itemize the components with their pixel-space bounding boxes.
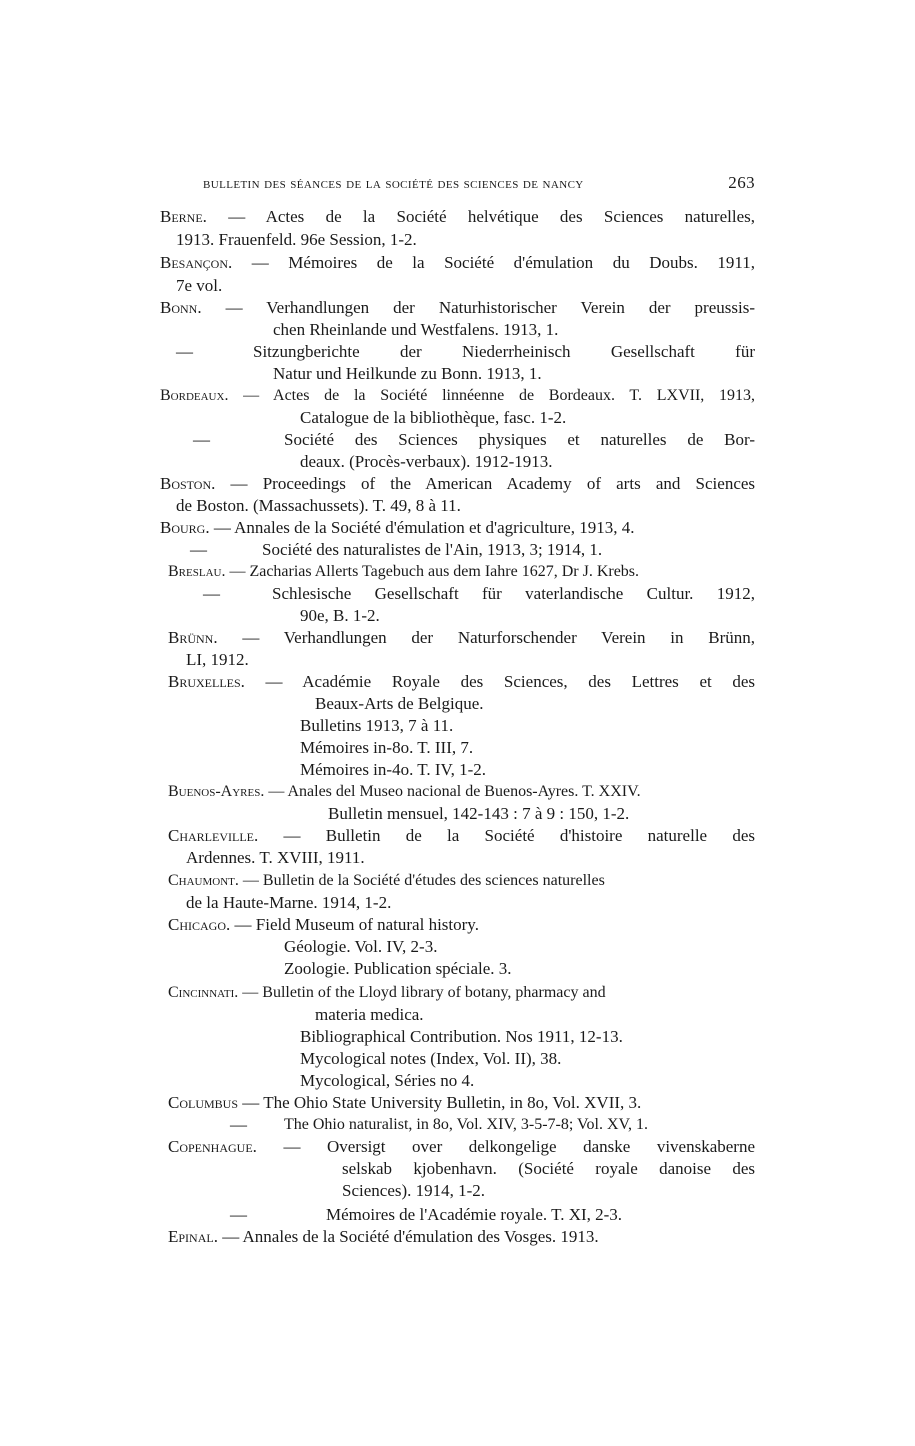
- entry-line: Bulletins 1913, 7 à 11.: [300, 716, 454, 735]
- entry-line: The Ohio naturalist, in 8o, Vol. XIV, 3-5-7-8; Vol. XV, 1.: [284, 1116, 649, 1133]
- entry-line: Mémoires de l'Académie royale. T. XI, 2-3.: [326, 1205, 623, 1224]
- entry-line: Ardennes. T. XVIII, 1911.: [186, 848, 365, 867]
- entry-line: Géologie. Vol. IV, 2-3.: [284, 937, 438, 956]
- entry-line: selskab kjobenhavn. (Société royale danoise des: [342, 1159, 755, 1178]
- entry-line: Schlesische Gesellschaft für vaterlandische Cultur. 1912,: [272, 584, 755, 603]
- entry-line: 7e vol.: [176, 276, 223, 295]
- entry-line: Sitzungberichte der Niederrheinisch Gesellschaft für: [253, 342, 755, 361]
- entry-line: Copenhague. — Oversigt over delkongelige danske vivenskaberne: [168, 1137, 756, 1156]
- entry-line: Breslau. — Zacharias Allerts Tagebuch aus dem Iahre 1627, Dr J. Krebs.: [168, 563, 640, 580]
- header-title: bulletin des séances de la société des sciences de nancy: [203, 176, 584, 192]
- entry-line: Bibliographical Contribution. Nos 1911, 12-13.: [300, 1027, 623, 1046]
- entry-line: Besançon. — Mémoires de la Société d'émulation du Doubs. 1911,: [160, 253, 755, 272]
- entry-line: Bruxelles. — Académie Royale des Sciences, des Lettres et des: [168, 672, 756, 691]
- entry-line: 1913. Frauenfeld. 96e Session, 1-2.: [176, 230, 417, 249]
- entry-line: Mycological notes (Index, Vol. II), 38.: [300, 1049, 562, 1068]
- entry-line: Charleville. — Bulletin de la Société d'histoire naturelle des: [168, 826, 755, 845]
- entry-line: Chaumont. — Bulletin de la Société d'études des sciences naturelles: [168, 872, 605, 889]
- entry-line: LI, 1912.: [186, 650, 249, 669]
- entry-line: Zoologie. Publication spéciale. 3.: [284, 959, 512, 978]
- running-header: [203, 173, 755, 193]
- entry-line: —: [203, 584, 220, 603]
- entry-line: Mémoires in-8o. T. III, 7.: [300, 738, 474, 757]
- entry-line: Chicago. — Field Museum of natural history.: [168, 915, 479, 934]
- entry-line: Beaux-Arts de Belgique.: [315, 694, 484, 713]
- entry-line: Bordeaux. — Actes de la Société linnéenne de Bordeaux. T. LXVII, 1913,: [160, 387, 755, 404]
- entry-line: Brünn. — Verhandlungen der Naturforschender Verein in Brünn,: [168, 628, 755, 647]
- entry-line: deaux. (Procès-verbaux). 1912-1913.: [300, 452, 553, 471]
- entry-line: Mémoires in-4o. T. IV, 1-2.: [300, 760, 487, 779]
- entry-line: Bonn. — Verhandlungen der Naturhistorischer Verein der preussis-: [160, 298, 755, 317]
- entry-line: Epinal. — Annales de la Société d'émulation des Vosges. 1913.: [168, 1227, 599, 1246]
- entry-line: —: [230, 1115, 247, 1134]
- entry-line: Catalogue de la bibliothèque, fasc. 1-2.: [300, 408, 567, 427]
- entry-line: Boston. — Proceedings of the American Academy of arts and Sciences: [160, 474, 756, 493]
- entry-line: Mycological, Séries no 4.: [300, 1071, 475, 1090]
- entry-line: Berne. — Actes de la Société helvétique des Sciences naturelles,: [160, 207, 755, 226]
- entry-line: Bulletin mensuel, 142-143 : 7 à 9 : 150, 1-2.: [328, 804, 630, 823]
- entry-line: Natur und Heilkunde zu Bonn. 1913, 1.: [273, 364, 542, 383]
- entry-line: Sciences). 1914, 1-2.: [342, 1181, 486, 1200]
- entry-line: Columbus — The Ohio State University Bulletin, in 8o, Vol. XVII, 3.: [168, 1093, 642, 1112]
- entry-line: —: [190, 540, 207, 559]
- entry-line: de Boston. (Massachussets). T. 49, 8 à 11.: [176, 496, 461, 515]
- page-number: 263: [728, 173, 755, 192]
- entry-line: chen Rheinlande und Westfalens. 1913, 1.: [273, 320, 559, 339]
- entry-line: Bourg. — Annales de la Société d'émulation et d'agriculture, 1913, 4.: [160, 518, 635, 537]
- entry-line: Cincinnati. — Bulletin of the Lloyd library of botany, pharmacy and: [168, 984, 606, 1001]
- entry-line: —: [176, 342, 193, 361]
- entry-line: Société des Sciences physiques et naturelles de Bor-: [284, 430, 755, 449]
- entry-line: —: [230, 1205, 247, 1224]
- entry-line: Buenos-Ayres. — Anales del Museo nacional de Buenos-Ayres. T. XXIV.: [168, 783, 641, 800]
- entry-line: Société des naturalistes de l'Ain, 1913, 3; 1914, 1.: [262, 540, 603, 559]
- entry-line: materia medica.: [315, 1005, 424, 1024]
- entry-line: 90e, B. 1-2.: [300, 606, 380, 625]
- entry-line: de la Haute-Marne. 1914, 1-2.: [186, 893, 392, 912]
- entry-line: —: [193, 430, 210, 449]
